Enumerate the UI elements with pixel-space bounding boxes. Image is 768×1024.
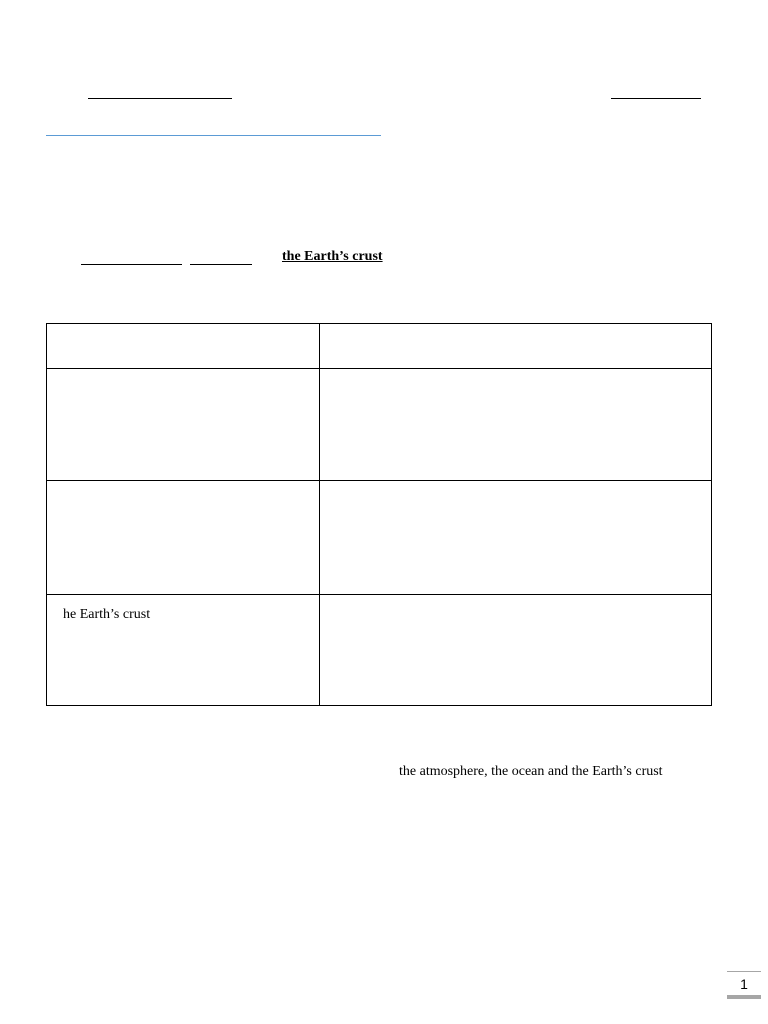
table-row — [47, 369, 712, 481]
title-rule — [46, 135, 381, 136]
table-cell — [320, 595, 712, 706]
cell-text — [320, 481, 711, 493]
heading-blank-line-1 — [81, 264, 182, 265]
table-cell — [47, 324, 320, 369]
table-cell — [47, 369, 320, 481]
cell-text — [320, 324, 711, 336]
cell-text — [320, 369, 711, 381]
cell-text — [320, 595, 711, 607]
cell-text: he Earth’s crust — [63, 607, 151, 622]
date-blank-line — [611, 98, 701, 99]
body-sentence: the atmosphere, the ocean and the Earth’s crust — [399, 764, 663, 779]
heading-blank-line-2 — [190, 264, 252, 265]
table-cell — [320, 324, 712, 369]
cell-text — [47, 481, 319, 493]
cell-text — [47, 324, 319, 336]
table-cell — [320, 369, 712, 481]
worksheet-table — [46, 323, 712, 706]
table-cell — [47, 481, 320, 595]
heading-title: the Earth’s crust — [282, 249, 383, 264]
cell-text — [47, 369, 319, 381]
page-number: 1 — [727, 971, 761, 999]
name-blank-line — [88, 98, 232, 99]
table-cell — [47, 595, 320, 706]
table-cell — [320, 481, 712, 595]
table-row — [47, 324, 712, 369]
table-row — [47, 481, 712, 595]
table-row — [47, 595, 712, 706]
